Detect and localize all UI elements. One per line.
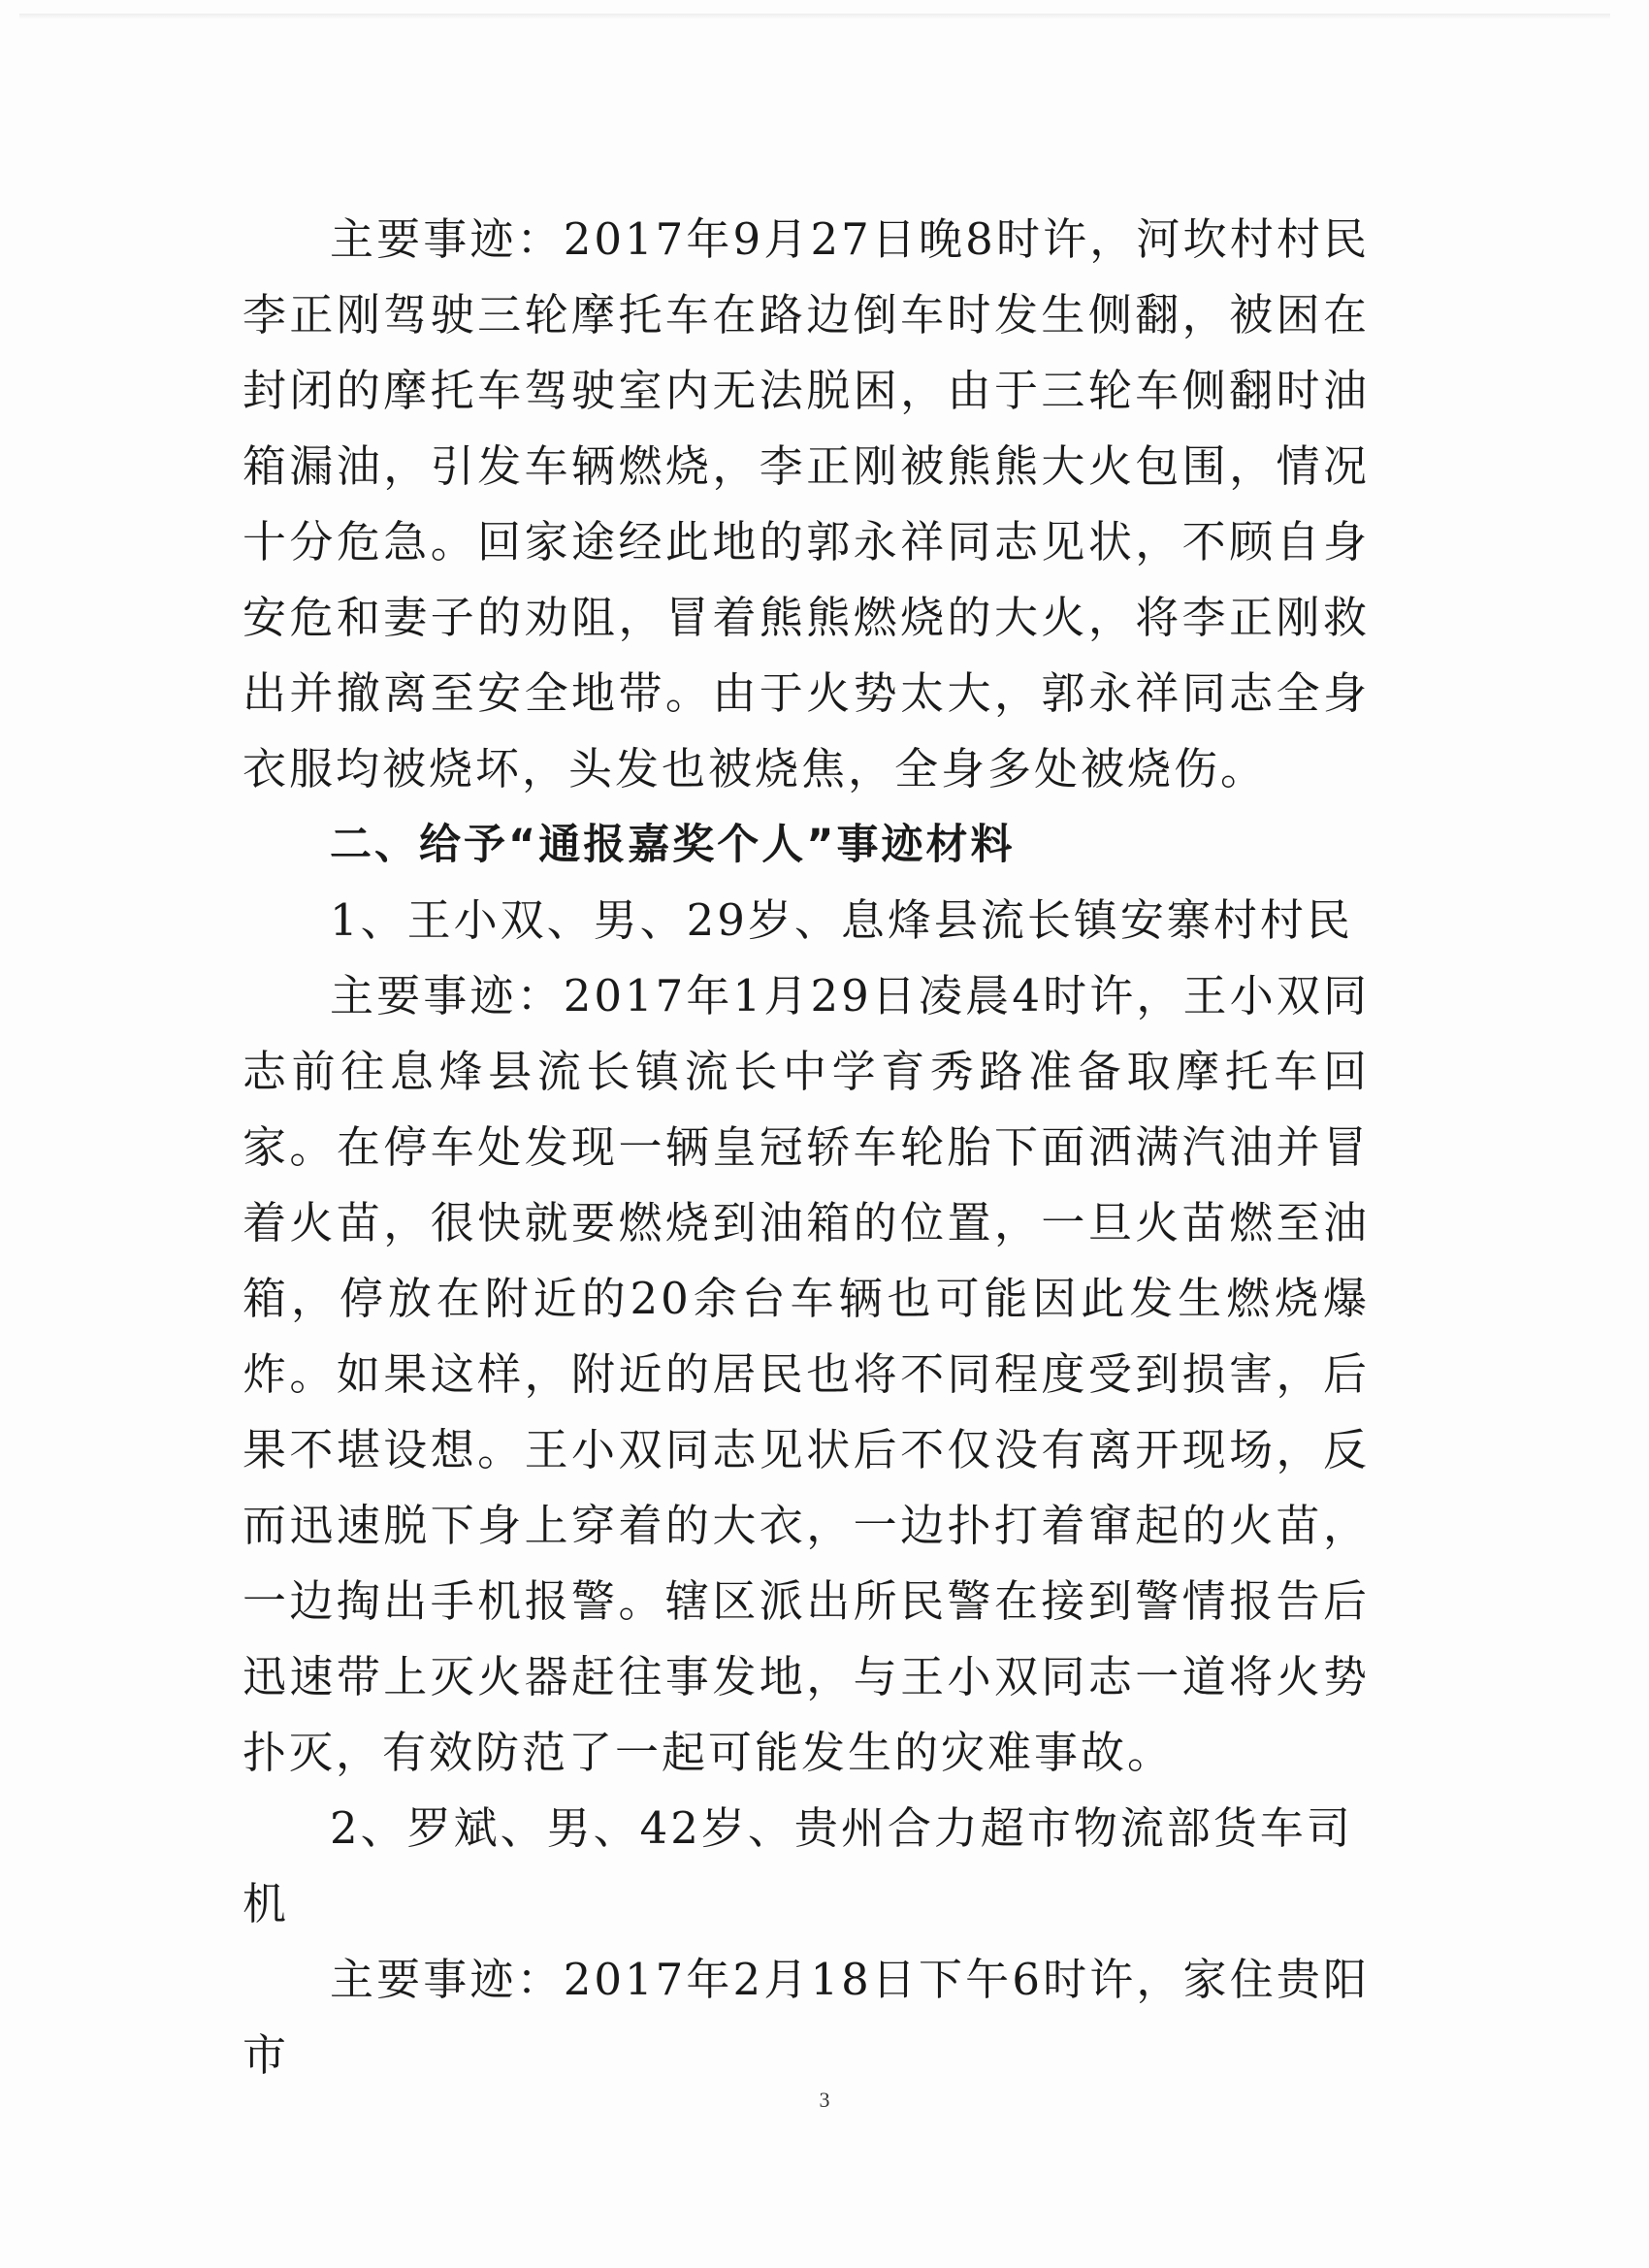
paragraph-luo-bin-deeds: 主要事迹：2017年2月18日下午6时许，家住贵阳市: [242, 1954, 1370, 2081]
paragraph-guo-yongxiang-deeds: 主要事迹：2017年9月27日晚8时许，河坎村村民李正刚驾驶三轮摩托车在路边倒车时发生侧翻，被困在封闭的摩托车驾驶室内无法脱困，由于三轮车侧翻时油箱漏油，引发车辆燃烧，李正刚被熊熊大火包围，情况十分危急。回家途经此地的郭永祥同志见状，不顾自身安危和妻子的劝阻，冒着熊熊燃烧的大火，将李正刚救出并撤离至安全地带。由于火势太大，郭永祥同志全身衣服均被烧坏，头发也被烧焦，全身多处被烧伤。: [242, 213, 1370, 794]
paragraph-wang-xiaoshuang-deeds: 主要事迹：2017年1月29日凌晨4时许，王小双同志前往息烽县流长镇流长中学育秀路准备取摩托车回家。在停车处发现一辆皇冠轿车轮胎下面洒满汽油并冒着火苗，很快就要燃烧到油箱的位置，一旦火苗燃至油箱，停放在附近的20余台车辆也可能因此发生燃烧爆炸。如果这样，附近的居民也将不同程度受到损害，后果不堪设想。王小双同志见状后不仅没有离开现场，反而迅速脱下身上穿着的大衣，一边扑打着窜起的火苗，一边掏出手机报警。辖区派出所民警在接到警情报告后迅速带上灭火器赶往事发地，与王小双同志一道将火势扑灭，有效防范了一起可能发生的灾难事故。: [242, 970, 1370, 1778]
item-title-luo-bin: 2、罗斌、男、42岁、贵州合力超市物流部货车司机: [242, 1802, 1353, 1929]
document-body: [242, 202, 1370, 2093]
item-title-wang-xiaoshuang: 1、王小双、男、29岁、息烽县流长镇安寨村村民: [330, 894, 1353, 946]
page-number: 3: [819, 2088, 830, 2112]
scan-edge-shadow: [19, 14, 1610, 19]
section-heading-commendation: 二、给予“通报嘉奖个人”事迹材料: [330, 821, 1016, 869]
